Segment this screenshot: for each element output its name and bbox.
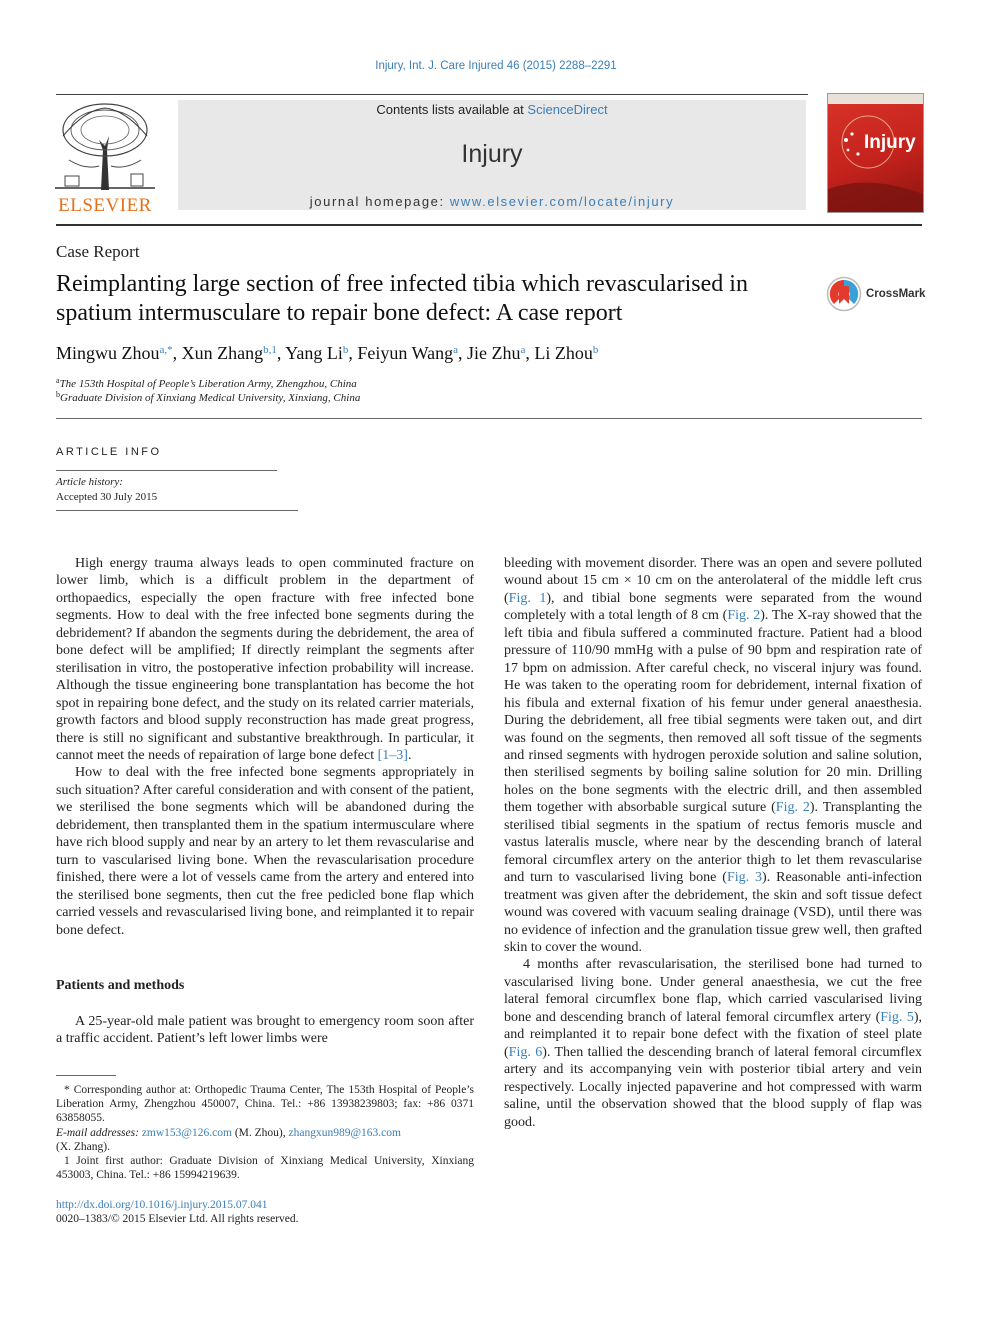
figure-link[interactable]: Fig. 5 xyxy=(880,1009,914,1025)
author-list: Mingwu Zhou$^{a,*}$, Xun Zhang$^{b,1}$, Yang Li$^b$, Feiyun Wang$^a$, Jie Zhu$^a$, Li Zhou$^b$ xyxy=(56,343,599,363)
contents-prefix: Contents lists available at xyxy=(376,102,528,117)
author[interactable]: Mingwu Zhou$^{a,*}$ xyxy=(56,343,173,363)
email-note: E-mail addresses: zmw153@126.com (M. Zhou), zhangxun989@163.com (X. Zhang). xyxy=(56,1126,401,1153)
joint-author-note: 1 Joint first author: Graduate Division of Xinxiang Medical University, Xinxiang 453003, China. Tel.: +86 15994219639. xyxy=(56,1155,474,1182)
history-label: Article history: xyxy=(56,476,123,488)
elsevier-tree-icon xyxy=(55,100,155,192)
history-rule xyxy=(56,510,298,511)
author[interactable]: Feiyun Wang$^a$ xyxy=(357,343,459,363)
left-column-continued xyxy=(56,1013,474,1048)
copyright: 0020–1383/© 2015 Elsevier Ltd. All rights reserved. xyxy=(56,1213,299,1226)
left-column xyxy=(56,555,474,939)
paragraph: 4 months after revascularisation, the sterilised bone had turned to vascularised living bone. Under general anaesthesia, we cut the free lateral femoral circumflex bone flap, which carried vascularised living bone and descending branch of lateral femoral circumflex artery (Fig. 5), and reimplanted it to repair bone defect with the fixation of steel plate (Fig. 6). Then tallied the descending branch of lateral femoral circumflex artery and its accompanying vein with posterior tibial artery and vein respectively. Locally injected papaverine and hot compressed with warm saline, until the observation showed that the blood supply of flap was good. xyxy=(504,957,922,1130)
author[interactable]: Xun Zhang$^{b,1}$ xyxy=(181,343,277,363)
publisher-name: ELSEVIER xyxy=(58,195,152,216)
sciencedirect-link[interactable]: ScienceDirect xyxy=(527,102,608,117)
reference-link[interactable]: [1–3] xyxy=(377,747,408,763)
elsevier-logo xyxy=(55,100,155,216)
cover-title: Injury xyxy=(864,132,916,153)
section-heading: Patients and methods xyxy=(56,978,185,993)
banner-top-rule xyxy=(56,94,808,95)
author[interactable]: Li Zhou$^b$ xyxy=(534,343,599,363)
doi-block xyxy=(56,1198,474,1226)
figure-link[interactable]: Fig. 3 xyxy=(726,870,763,886)
affiliation: $^b$Graduate Division of Xinxiang Medical University, Xinxiang, China xyxy=(56,390,361,404)
paragraph: A 25-year-old male patient was brought to emergency room soon after a traffic accident. Patient’s left lower limbs were xyxy=(56,1014,474,1047)
figure-link[interactable]: Fig. 6 xyxy=(508,1044,543,1060)
paragraph: High energy trauma always leads to open comminuted fracture on lower limb, which is a difficult problem in the department of orthopaedics, especially the open fracture with free infected bone segments. How to deal with the free infected bone segments during the debridement? If abandon the segments during the debridement, the area of bone defect will be amplified; If directly reimplant the segments after sterilisation in vitro, the postoperative infection probability will increase. Although the tissue engineering bone transplantation has become the hot spot in repairing bone defect, and the study on its related carrier materials, growth factors and blood supply reconstruction has made great progress, there is still no significant and substantive breakthrough. In particular, it cannot meet the needs of repairation of large bone defect [1–3]. xyxy=(56,556,474,763)
corresponding-author-note: * Corresponding author at: Orthopedic Trauma Center, The 153th Hospital of People’s Liberation Army, Zhengzhou 450007, China. Tel.: +86 13938239803; fax: +86 0371 63858055. xyxy=(56,1084,474,1125)
paragraph: How to deal with the free infected bone segments appropriately in such situation? After careful consideration and with consent of the patient, we sterilised the bone segments which will be abandoned during the debridement, then transplanted them in the spatium intermusculare where have rich blood supply and near by an artery to let them revascularise and turn to vascularised living bone. When the revascularisation procedure finished, there were a lot of vessels came from the artery and entered into the sterilised bone segments, then cut the free pedicled bone flap which carried vessels and revascularised living bone, and reimplanted it to repair bone defect. xyxy=(56,765,474,938)
crossmark-badge[interactable] xyxy=(826,276,926,312)
right-column xyxy=(504,555,922,1131)
footnote-rule xyxy=(56,1075,116,1076)
author[interactable]: Yang Li$^b$ xyxy=(285,343,349,363)
affil-rule xyxy=(56,418,922,419)
article-info-rule xyxy=(56,470,277,471)
homepage-link[interactable]: www.elsevier.com/locate/injury xyxy=(449,194,675,209)
journal-banner xyxy=(178,100,806,210)
figure-link[interactable]: Fig. 1 xyxy=(508,590,547,606)
article-info-heading: ARTICLE INFO xyxy=(56,446,162,458)
homepage-line xyxy=(178,194,806,209)
email-link[interactable]: zhangxun989@163.com xyxy=(288,1126,401,1139)
article-type: Case Report xyxy=(56,242,140,261)
affiliation: $^a$The 153th Hospital of People’s Liberation Army, Zhengzhou, China xyxy=(56,376,357,390)
homepage-prefix: journal homepage: xyxy=(309,194,450,209)
author[interactable]: Jie Zhu$^a$ xyxy=(467,343,526,363)
journal-citation[interactable]: Injury, Int. J. Care Injured 46 (2015) 2288–2291 xyxy=(375,60,617,72)
crossmark-label: CrossMark xyxy=(866,288,926,300)
article-title: Reimplanting large section of free infected tibia which revascularised in spatium intermusculare to repair bone defect: A case report xyxy=(56,271,748,326)
header-bottom-rule xyxy=(56,224,922,226)
email-link[interactable]: zmw153@126.com xyxy=(141,1126,232,1139)
contents-line xyxy=(178,102,806,117)
accepted-date: Accepted 30 July 2015 xyxy=(56,491,158,503)
journal-cover[interactable] xyxy=(827,93,924,213)
crossmark-icon xyxy=(826,276,862,312)
journal-title: Injury xyxy=(461,140,523,168)
footnotes xyxy=(56,1083,474,1182)
figure-link[interactable]: Fig. 2 xyxy=(775,800,810,816)
paragraph: bleeding with movement disorder. There was an open and severe polluted wound about 15 cm × 10 cm on the anterolateral of the middle left crus (Fig. 1), and tibial bone segments were separated from the wound completely with a total length of 8 cm (Fig. 2). The X-ray showed that the left tibia and fibula suffered a comminuted fracture. Patient had a blood pressure of 110/90 mmHg with a pulse of 90 bpm and respiration rate of 17 bpm on admission. After careful check, no visceral injury was found. He was taken to the operating room for debridement, internal fixation of his fibula and external fixation of his femur under general anaesthesia. During the debridement, all free tibial segments were taken out, and dirt was found on the segments, then removed all soft tissue of the segments and rinsed segments with hydrogen peroxide solution and saline solution, then sterilised segments by boiling saline solution for 20 min. Drilling holes on the bone segments with the electric drill, and then assembled them together with absorbable surgical suture (Fig. 2). Transplanting the sterilised tibial segments in the spatium of rectus femoris muscle and vastus lateralis muscle, where near by the descending branch of lateral femoral circumflex artery on the anterior thigh to let them revascularise and turn to vascularised living bone (Fig. 3). Reasonable anti-infection treatment was given after the debridement, the skin and soft tissue defect wound was covered with vacuum sealing drainage (VSD), until there was no evidence of infection and the granulation tissue grew well, then grafted skin to cover the wound. xyxy=(504,556,922,955)
doi-link[interactable]: http://dx.doi.org/10.1016/j.injury.2015.07.041 xyxy=(56,1199,268,1211)
figure-link[interactable]: Fig. 2 xyxy=(727,608,761,624)
